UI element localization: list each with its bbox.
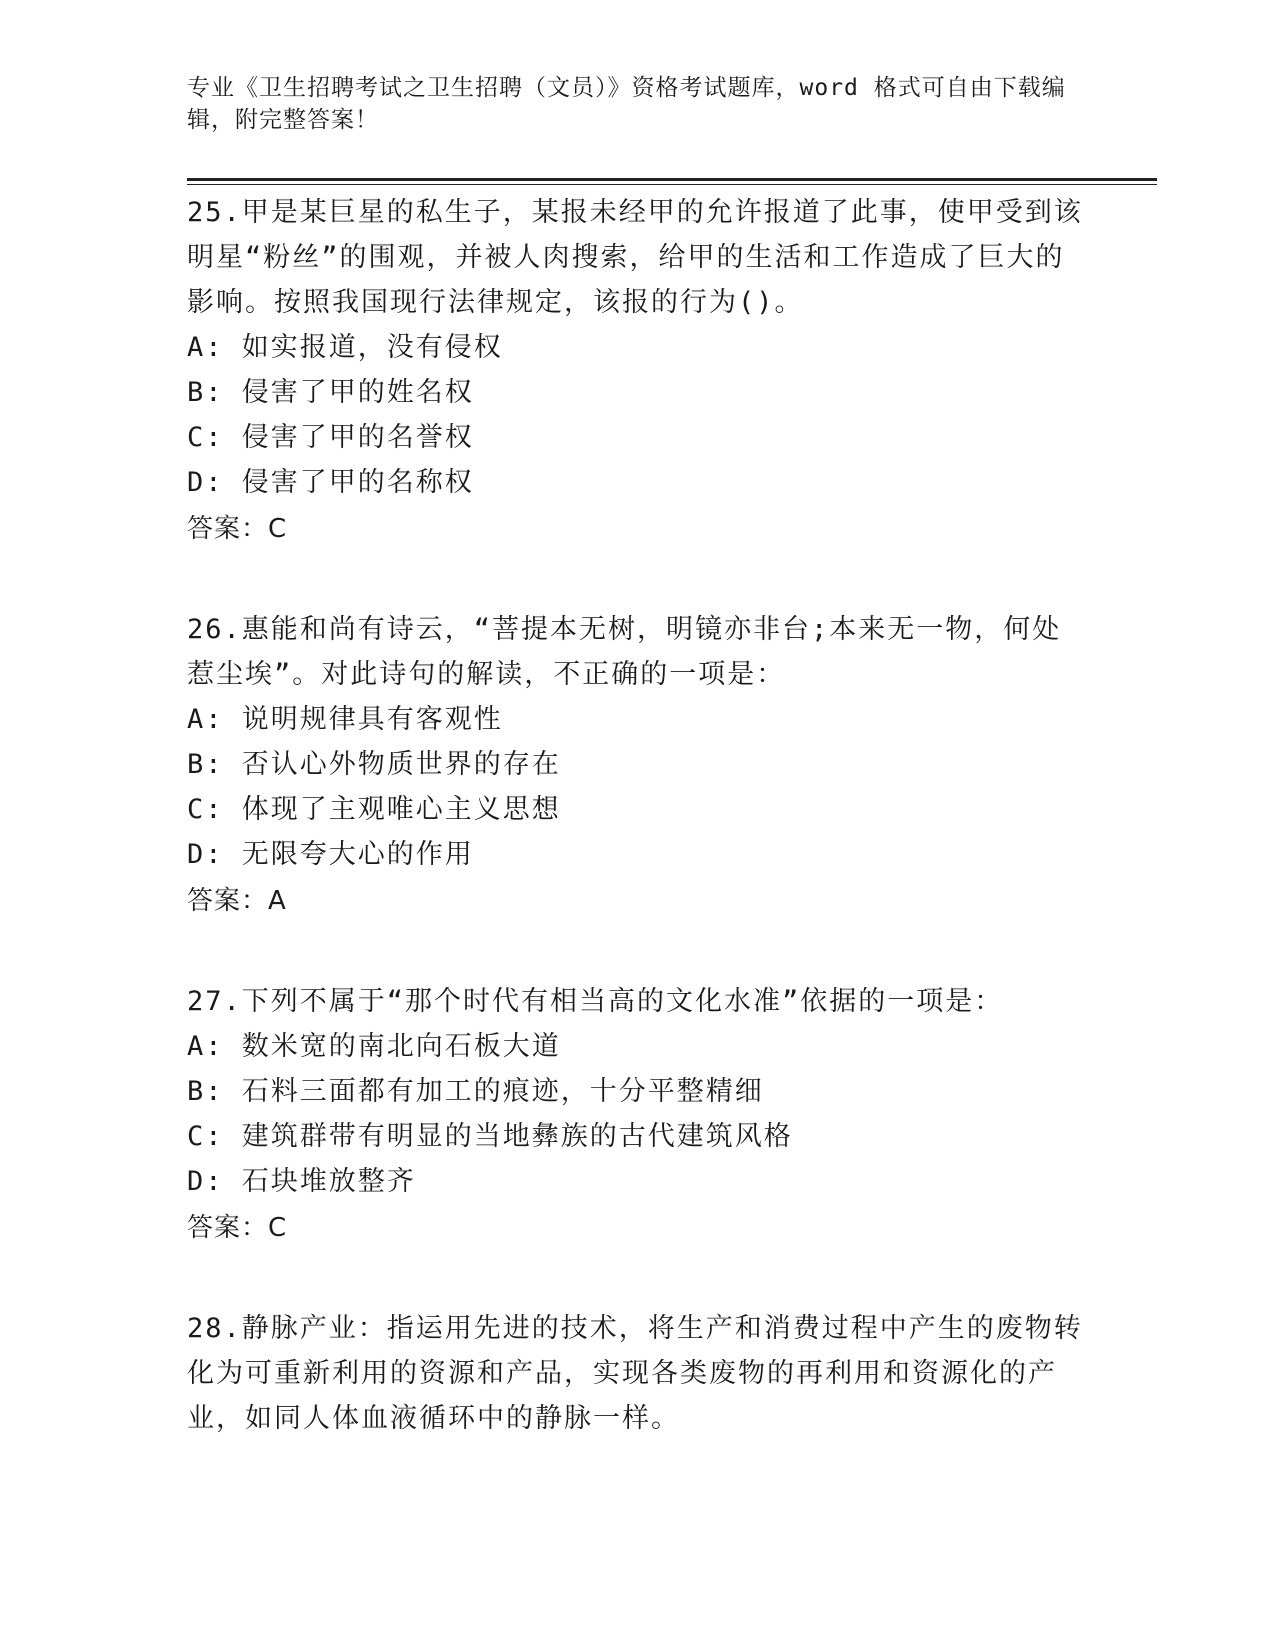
answer-label: 答案：C: [187, 1213, 288, 1243]
question-26: [187, 607, 1087, 925]
header-divider-thin: [187, 184, 1157, 185]
question-text: 28.静脉产业：指运用先进的技术，将生产和消费过程中产生的废物转化为可重新利用的资源和产品，实现各类废物的再利用和资源化的产业，如同人体血液循环中的静脉一样。: [187, 1313, 1083, 1434]
option-d: D: 侵害了甲的名称权: [187, 467, 474, 498]
question-28: [187, 1306, 1087, 1441]
question-list: [187, 190, 1087, 1495]
option-c: C: 体现了主观唯心主义思想: [187, 794, 561, 825]
option-a: A: 数米宽的南北向石板大道: [187, 1031, 561, 1062]
option-a: A: 如实报道，没有侵权: [187, 332, 503, 363]
option-d: D: 无限夸大心的作用: [187, 839, 474, 870]
question-text: 26.惠能和尚有诗云，“菩提本无树，明镜亦非台;本来无一物，何处惹尘埃”。对此诗句的解读，不正确的一项是：: [187, 614, 1062, 690]
question-25: [187, 190, 1087, 553]
question-27: [187, 979, 1087, 1252]
option-b: B: 否认心外物质世界的存在: [187, 749, 561, 780]
document-header: 专业《卫生招聘考试之卫生招聘（文员）》资格考试题库，word 格式可自由下载编辑，附完整答案！: [187, 75, 1066, 133]
option-c: C: 建筑群带有明显的当地彝族的古代建筑风格: [187, 1121, 793, 1152]
question-text: 27.下列不属于“那个时代有相当高的文化水准”依据的一项是：: [187, 986, 1004, 1017]
option-b: B: 侵害了甲的姓名权: [187, 377, 474, 408]
header-divider-thick: [187, 178, 1157, 181]
answer-label: 答案：A: [187, 886, 287, 916]
option-b: B: 石料三面都有加工的痕迹，十分平整精细: [187, 1076, 764, 1107]
answer-label: 答案：C: [187, 514, 288, 544]
option-a: A: 说明规律具有客观性: [187, 704, 503, 735]
option-d: D: 石块堆放整齐: [187, 1166, 416, 1197]
question-text: 25.甲是某巨星的私生子，某报未经甲的允许报道了此事，使甲受到该明星“粉丝”的围观，并被人肉搜索，给甲的生活和工作造成了巨大的影响。按照我国现行法律规定，该报的行为()。: [187, 197, 1083, 318]
option-c: C: 侵害了甲的名誉权: [187, 422, 474, 453]
